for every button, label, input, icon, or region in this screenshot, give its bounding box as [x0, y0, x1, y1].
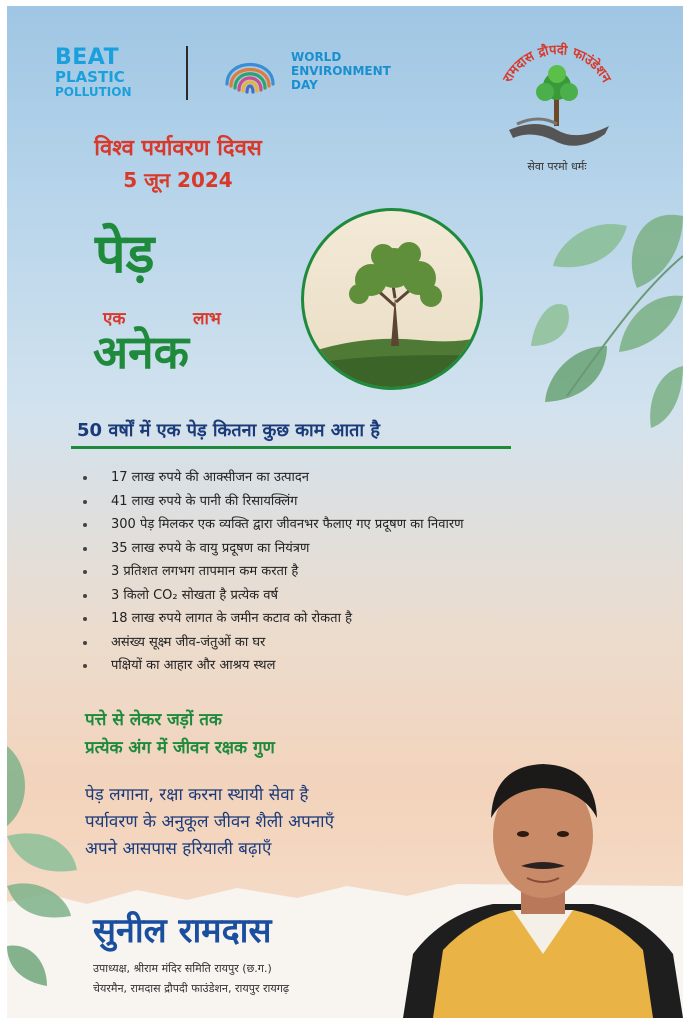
beat-text: BEAT — [55, 45, 120, 70]
facts-list — [77, 466, 637, 678]
title-ped: पेड़ — [95, 222, 155, 285]
person-title-1: उपाध्यक्ष, श्रीराम मंदिर समिति रायपुर (छ.ग.) — [93, 962, 272, 975]
subheading-underline — [71, 446, 511, 449]
foundation-arc-text: रामदास द्रौपदी फाउंडेशन — [500, 42, 614, 86]
list-item: पक्षियों का आहार और आश्रय स्थल — [77, 654, 637, 678]
tree-photo — [299, 206, 485, 392]
person-portrait — [403, 754, 683, 1018]
message-line-2: पर्यावरण के अनुकूल जीवन शैली अपनाएँ — [85, 812, 334, 832]
person-title-2: चेयरमैन, रामदास द्रौपदी फाउंडेशन, रायपुर रायगढ़ — [93, 982, 290, 995]
green-line-1: पत्ते से लेकर जड़ों तक — [85, 710, 222, 730]
list-item: 18 लाख रुपये लागत के जमीन कटाव को रोकता है — [77, 607, 637, 631]
foundation-motto: सेवा परमो धर्मः — [527, 160, 587, 173]
tree-in-hands-logo-icon — [487, 26, 627, 176]
wed-line1: WORLD — [291, 50, 342, 64]
leaf-decoration-icon — [527, 196, 683, 436]
list-item: 3 प्रतिशत लगभग तापमान कम करता है — [77, 560, 637, 584]
title-ek: एक — [103, 309, 126, 329]
list-item: 41 लाख रुपये के पानी की रिसायक्लिंग — [77, 490, 637, 514]
foundation-tree-icon — [536, 65, 578, 126]
poster — [7, 6, 683, 1018]
list-item: 3 किलो CO₂ सोखता है प्रत्येक वर्ष — [77, 584, 637, 608]
beat-plastic-pollution-logo — [55, 46, 165, 100]
subheading: 50 वर्षों में एक पेड़ कितना कुछ काम आता है — [77, 420, 380, 441]
person-name: सुनील रामदास — [93, 911, 272, 951]
message-line-3: अपने आसपास हरियाली बढ़ाएँ — [85, 839, 272, 859]
message-line-1: पेड़ लगाना, रक्षा करना स्थायी सेवा है — [85, 785, 309, 805]
fingerprint-logo-icon — [221, 44, 279, 102]
list-item: 17 लाख रुपये की आक्सीजन का उत्पादन — [77, 466, 637, 490]
wed-line3: DAY — [291, 78, 318, 92]
list-item: 300 पेड़ मिलकर एक व्यक्ति द्वारा जीवनभर फैलाए गए प्रदूषण का निवारण — [77, 513, 637, 537]
pollution-text: POLLUTION — [55, 85, 132, 99]
event-date: 5 जून 2024 — [123, 168, 233, 192]
wed-line2: ENVIRONMENT — [291, 64, 391, 78]
list-item: 35 लाख रुपये के वायु प्रदूषण का नियंत्रण — [77, 537, 637, 561]
green-line-2: प्रत्येक अंग में जीवन रक्षक गुण — [85, 738, 275, 758]
day-title: विश्व पर्यावरण दिवस — [94, 136, 262, 161]
list-item: असंख्य सूक्ष्म जीव-जंतुओं का घर — [77, 631, 637, 655]
plastic-text: PLASTIC — [55, 68, 125, 86]
title-labh: लाभ — [193, 309, 221, 329]
title-anek: अनेक — [93, 325, 190, 379]
world-environment-day-text — [291, 50, 411, 92]
header-divider — [186, 46, 188, 100]
